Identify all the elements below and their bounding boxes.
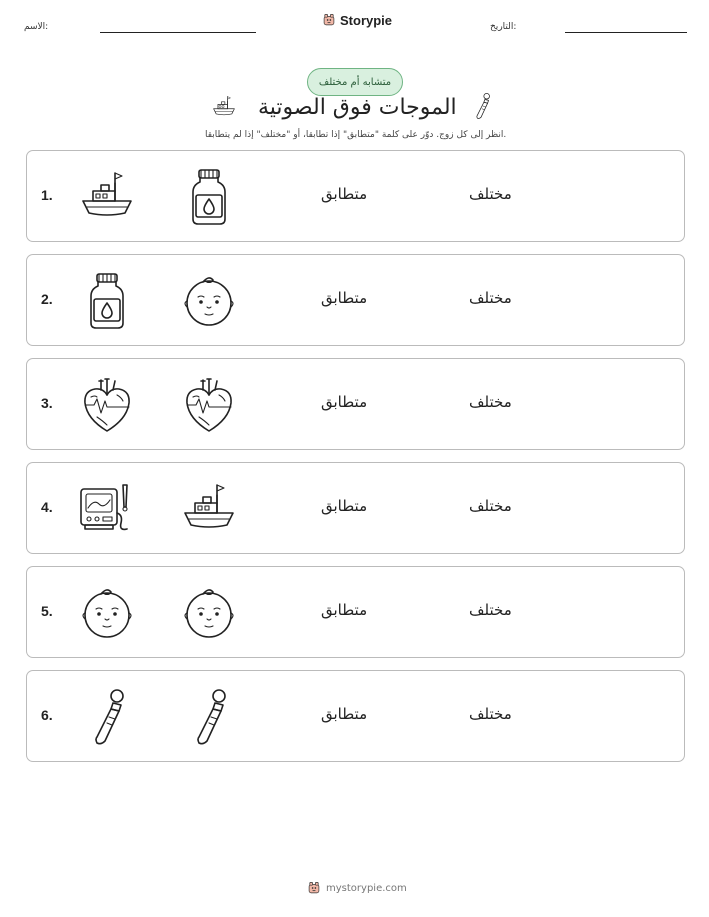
different-option[interactable]: مختلف xyxy=(469,289,512,307)
boat-icon xyxy=(210,94,238,120)
different-option[interactable]: مختلف xyxy=(469,393,512,411)
baby-face-icon xyxy=(77,581,137,645)
page-title: الموجات فوق الصوتية xyxy=(258,95,457,120)
brand-logo xyxy=(322,12,392,28)
same-option[interactable]: متطابق xyxy=(321,185,368,203)
row-number: 3. xyxy=(41,395,53,411)
brand-name: Storypie xyxy=(340,12,393,28)
different-option[interactable]: مختلف xyxy=(469,497,512,515)
different-option[interactable]: مختلف xyxy=(469,705,512,723)
row-number: 6. xyxy=(41,707,53,723)
footer-link[interactable]: mystorypie.com xyxy=(326,882,407,894)
ultrasound-machine-icon xyxy=(77,477,137,541)
exercise-row xyxy=(26,566,685,658)
heart-icon xyxy=(179,373,239,437)
boat-icon xyxy=(77,165,137,229)
medicine-bottle-icon xyxy=(77,269,137,333)
name-label: الاسم: xyxy=(24,22,49,32)
row-number: 1. xyxy=(41,187,53,203)
baby-face-icon xyxy=(179,269,239,333)
different-option[interactable]: مختلف xyxy=(469,601,512,619)
footer xyxy=(307,880,407,896)
medicine-bottle-icon xyxy=(179,165,239,229)
exercise-row xyxy=(26,150,685,242)
row-number: 2. xyxy=(41,291,53,307)
ultrasound-probe-icon xyxy=(77,685,137,749)
date-line xyxy=(565,32,687,33)
same-option[interactable]: متطابق xyxy=(321,393,368,411)
ultrasound-probe-icon xyxy=(468,90,496,122)
exercise-row xyxy=(26,462,685,554)
instructions: انظر إلى كل زوج. دوّر على كلمة "متطابق" إذا تطابقا، أو "مختلف" إذا لم يتطابقا. xyxy=(205,130,507,140)
name-line xyxy=(100,32,256,33)
category-pill: متشابه أم مختلف xyxy=(307,68,403,96)
same-option[interactable]: متطابق xyxy=(321,497,368,515)
baby-face-icon xyxy=(179,581,239,645)
same-option[interactable]: متطابق xyxy=(321,289,368,307)
exercise-row xyxy=(26,254,685,346)
different-option[interactable]: مختلف xyxy=(469,185,512,203)
exercise-row xyxy=(26,358,685,450)
boat-icon xyxy=(179,477,239,541)
storypie-mascot-icon xyxy=(322,12,336,28)
ultrasound-probe-icon xyxy=(179,685,239,749)
heart-icon xyxy=(77,373,137,437)
storypie-mascot-icon xyxy=(307,880,321,896)
row-number: 4. xyxy=(41,499,53,515)
date-label: التاريخ: xyxy=(490,22,517,32)
same-option[interactable]: متطابق xyxy=(321,601,368,619)
row-number: 5. xyxy=(41,603,53,619)
same-option[interactable]: متطابق xyxy=(321,705,368,723)
exercise-row xyxy=(26,670,685,762)
